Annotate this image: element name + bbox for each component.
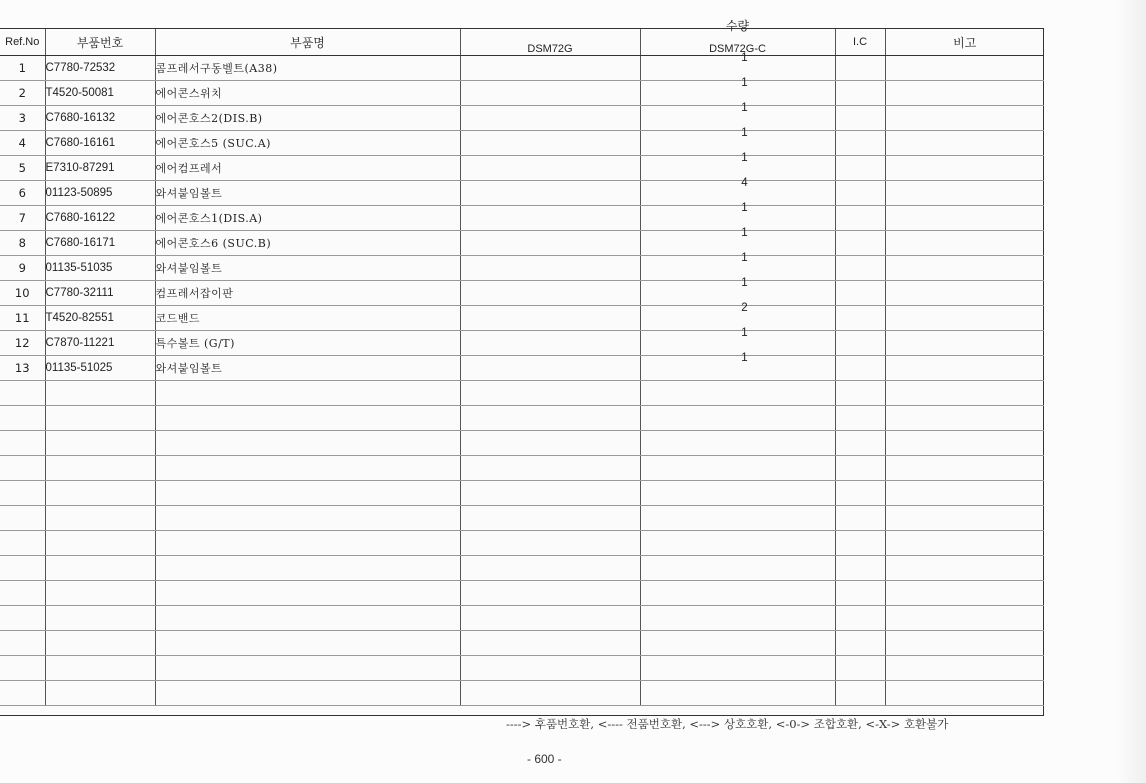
ref-no-cell: 3 [0,106,45,131]
note-cell [885,181,1044,206]
empty-cell [0,531,45,556]
qty-dsm72g-c-cell [640,352,835,381]
empty-cell [155,431,460,456]
qty-dsm72g-cell [460,206,640,231]
qty-dsm72g-c-cell [640,152,835,181]
empty-cell [45,481,155,506]
empty-cell [835,406,885,431]
empty-cell [460,656,640,681]
qty-dsm72g-c-cell [640,327,835,356]
table-row [0,106,1044,131]
part-name-cell: 에어컴프레서 [155,156,460,181]
header-part-name: 부품명 [155,29,460,56]
ic-cell [835,131,885,156]
empty-cell [460,506,640,531]
empty-table-row [0,556,1044,581]
parts-list-sheet [0,19,1044,716]
qty-dsm72g-cell [460,231,640,256]
empty-cell [885,456,1044,481]
ic-cell [835,156,885,181]
empty-cell [885,531,1044,556]
empty-cell [460,456,640,481]
qty-value: 1 [741,252,748,264]
qty-dsm72g-cell [460,106,640,131]
ic-cell [835,281,885,306]
empty-cell [885,481,1044,506]
header-model-dsm72g: DSM72G [460,29,640,56]
qty-value: 1 [741,102,748,114]
empty-cell [885,606,1044,631]
qty-dsm72g-cell [460,331,640,356]
part-no-cell: 01123-50895 [45,181,155,206]
empty-cell [885,581,1044,606]
scan-shadow [1116,0,1146,783]
note-cell [885,56,1044,81]
empty-cell [45,431,155,456]
part-name-cell: 와셔붙임볼트 [155,256,460,281]
empty-cell [640,681,835,706]
empty-cell [45,631,155,656]
ref-no-cell: 1 [0,56,45,81]
empty-cell [45,606,155,631]
table-row [0,81,1044,106]
empty-cell [45,506,155,531]
empty-cell [155,606,460,631]
qty-value: 1 [741,77,748,89]
qty-dsm72g-c-cell [640,202,835,231]
ic-cell [835,356,885,381]
empty-cell [45,531,155,556]
empty-cell [640,556,835,581]
empty-cell [885,556,1044,581]
qty-value: 1 [741,152,748,164]
header-model-dsm72g-c [640,19,835,56]
empty-cell [0,506,45,531]
ref-no-cell: 5 [0,156,45,181]
empty-table-row [0,431,1044,456]
ref-no-cell: 6 [0,181,45,206]
note-cell [885,156,1044,181]
part-no-cell: T4520-82551 [45,306,155,331]
ref-no-cell: 2 [0,81,45,106]
part-name-cell: 에어콘호스6 (SUC.B) [155,231,460,256]
empty-cell [460,381,640,406]
qty-dsm72g-c-cell [640,252,835,281]
qty-dsm72g-cell [460,356,640,381]
empty-cell [155,506,460,531]
empty-cell [640,606,835,631]
note-cell [885,281,1044,306]
header-ref-no: Ref.No [0,29,45,56]
ref-no-cell: 9 [0,256,45,281]
empty-cell [640,381,835,406]
empty-cell [640,431,835,456]
empty-cell [155,531,460,556]
qty-dsm72g-cell [460,156,640,181]
parts-table-body [0,52,1044,706]
table-row [0,181,1044,206]
empty-cell [0,556,45,581]
part-no-cell: C7680-16161 [45,131,155,156]
empty-cell [0,581,45,606]
empty-cell [640,581,835,606]
empty-cell [460,631,640,656]
ic-cell [835,331,885,356]
note-cell [885,356,1044,381]
note-cell [885,81,1044,106]
header-model-dsm72g-c-label: DSM72G-C [709,43,766,55]
empty-table-row [0,631,1044,656]
part-no-cell: 01135-51035 [45,256,155,281]
empty-cell [0,381,45,406]
part-name-cell: 와셔붙임볼트 [155,356,460,381]
qty-value: 1 [741,127,748,139]
qty-value: 1 [741,352,748,364]
part-name-cell: 콤프레서구동벨트(A38) [155,56,460,81]
ic-cell [835,256,885,281]
header-part-no: 부품번호 [45,29,155,56]
qty-value: 4 [741,177,748,189]
qty-dsm72g-c-cell [640,52,835,81]
ic-cell [835,81,885,106]
parts-table [0,19,1044,706]
empty-table-row [0,656,1044,681]
empty-table-row [0,481,1044,506]
empty-cell [460,681,640,706]
empty-cell [0,456,45,481]
part-no-cell: C7780-32111 [45,281,155,306]
table-row [0,281,1044,306]
part-name-cell: 코드밴드 [155,306,460,331]
empty-cell [885,381,1044,406]
empty-cell [640,631,835,656]
empty-cell [835,656,885,681]
empty-cell [460,531,640,556]
empty-table-row [0,456,1044,481]
note-cell [885,206,1044,231]
part-no-cell: T4520-50081 [45,81,155,106]
empty-cell [460,431,640,456]
empty-cell [835,681,885,706]
ic-cell [835,181,885,206]
ic-cell [835,306,885,331]
empty-cell [0,681,45,706]
empty-table-row [0,681,1044,706]
qty-dsm72g-c-cell [640,127,835,156]
empty-table-row [0,381,1044,406]
empty-cell [155,581,460,606]
empty-cell [885,431,1044,456]
empty-cell [835,481,885,506]
part-name-cell: 에어콘호스2(DIS.B) [155,106,460,131]
empty-table-row [0,506,1044,531]
ic-cell [835,206,885,231]
qty-dsm72g-cell [460,81,640,106]
empty-cell [155,556,460,581]
empty-cell [460,481,640,506]
table-row [0,131,1044,156]
part-name-cell: 와셔붙임볼트 [155,181,460,206]
ref-no-cell: 11 [0,306,45,331]
empty-cell [835,631,885,656]
empty-cell [640,531,835,556]
part-no-cell: 01135-51025 [45,356,155,381]
empty-cell [885,406,1044,431]
empty-cell [45,656,155,681]
empty-cell [640,406,835,431]
ref-no-cell: 4 [0,131,45,156]
qty-dsm72g-c-cell [640,277,835,306]
empty-table-row [0,406,1044,431]
part-no-cell: E7310-87291 [45,156,155,181]
header-ic: I.C [835,29,885,56]
ref-no-cell: 7 [0,206,45,231]
ref-no-cell: 10 [0,281,45,306]
ic-cell [835,231,885,256]
empty-cell [835,506,885,531]
part-name-cell: 특수볼트 (G/T) [155,331,460,356]
page-number: - 600 - [527,752,562,766]
empty-cell [835,556,885,581]
empty-cell [835,581,885,606]
empty-cell [640,656,835,681]
qty-dsm72g-c-cell [640,102,835,131]
qty-value: 1 [741,202,748,214]
qty-value: 1 [741,227,748,239]
qty-dsm72g-c-cell [640,77,835,106]
empty-cell [155,381,460,406]
qty-dsm72g-cell [460,181,640,206]
part-no-cell: C7680-16122 [45,206,155,231]
empty-cell [155,656,460,681]
note-cell [885,106,1044,131]
qty-value: 1 [741,327,748,339]
empty-cell [45,581,155,606]
empty-cell [885,681,1044,706]
qty-dsm72g-cell [460,306,640,331]
part-name-cell: 컴프레서잡이판 [155,281,460,306]
empty-cell [45,381,155,406]
empty-cell [885,631,1044,656]
qty-dsm72g-c-cell [640,302,835,331]
empty-cell [155,481,460,506]
note-cell [885,256,1044,281]
empty-cell [460,556,640,581]
qty-value: 1 [741,277,748,289]
ref-no-cell: 8 [0,231,45,256]
table-row [0,356,1044,381]
table-row [0,206,1044,231]
empty-cell [460,606,640,631]
part-name-cell: 에어콘스위치 [155,81,460,106]
empty-cell [0,656,45,681]
empty-cell [640,456,835,481]
table-row [0,56,1044,81]
qty-dsm72g-c-cell [640,227,835,256]
qty-dsm72g-cell [460,281,640,306]
table-row [0,256,1044,281]
empty-cell [0,481,45,506]
empty-table-row [0,606,1044,631]
empty-cell [0,431,45,456]
empty-table-row [0,581,1044,606]
empty-cell [45,556,155,581]
part-no-cell: C7870-11221 [45,331,155,356]
note-cell [885,131,1044,156]
qty-dsm72g-c-cell [640,177,835,206]
table-row [0,331,1044,356]
table-row [0,231,1044,256]
ref-no-cell: 12 [0,331,45,356]
ic-cell [835,106,885,131]
empty-cell [640,506,835,531]
part-name-cell: 에어콘호스5 (SUC.A) [155,131,460,156]
qty-dsm72g-cell [460,256,640,281]
header-note: 비고 [885,29,1044,56]
interchangeability-legend: ----> 후품번호환, <---- 전품번호환, <---> 상호호환, <-0-> 조합호환, <-X-> 호환불가 [506,717,949,731]
empty-cell [460,406,640,431]
header-quantity-group: 수량 [725,19,750,33]
ic-cell [835,56,885,81]
qty-value: 1 [741,52,748,64]
empty-cell [45,406,155,431]
empty-cell [155,681,460,706]
empty-cell [155,406,460,431]
table-row [0,156,1044,181]
empty-cell [45,456,155,481]
empty-cell [155,456,460,481]
empty-cell [460,581,640,606]
empty-cell [835,456,885,481]
empty-cell [45,681,155,706]
empty-cell [835,531,885,556]
empty-cell [835,381,885,406]
qty-value: 2 [741,302,748,314]
empty-cell [835,606,885,631]
qty-dsm72g-cell [460,56,640,81]
note-cell [885,331,1044,356]
header-row [0,29,1044,56]
note-cell [885,306,1044,331]
empty-cell [835,431,885,456]
qty-dsm72g-cell [460,131,640,156]
empty-cell [885,506,1044,531]
note-cell [885,231,1044,256]
empty-cell [640,481,835,506]
part-no-cell: C7680-16132 [45,106,155,131]
part-no-cell: C7780-72532 [45,56,155,81]
empty-cell [0,406,45,431]
ref-no-cell: 13 [0,356,45,381]
empty-cell [0,631,45,656]
empty-cell [155,631,460,656]
empty-table-row [0,531,1044,556]
empty-cell [885,656,1044,681]
empty-cell [0,606,45,631]
part-no-cell: C7680-16171 [45,231,155,256]
part-name-cell: 에어콘호스1(DIS.A) [155,206,460,231]
table-row [0,306,1044,331]
